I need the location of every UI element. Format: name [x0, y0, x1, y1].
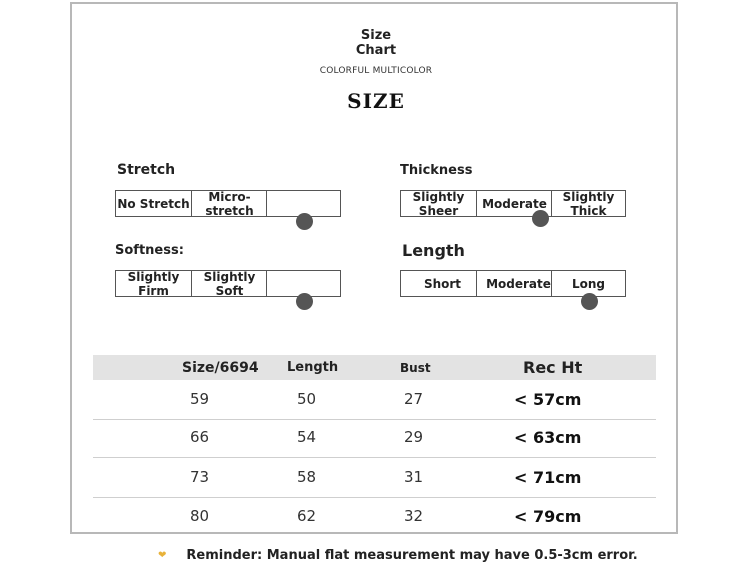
thickness-option-2: Moderate	[482, 196, 547, 211]
length-option-3: Long	[571, 276, 606, 291]
cell-bust: 31	[404, 468, 424, 486]
reminder-note	[158, 548, 638, 563]
stretch-option-1: No Stretch	[117, 196, 190, 211]
cell-size: 66	[190, 428, 210, 446]
length-option-2: Moderate	[486, 276, 551, 291]
chart-subtitle: COLORFUL MULTICOLOR	[319, 66, 433, 76]
cell-bust: 32	[404, 507, 424, 525]
cell-length: 62	[297, 507, 317, 525]
table-header	[93, 355, 656, 380]
thickness-option-3: Slightly Thick	[562, 189, 615, 218]
cell-rec-ht: < 79cm	[514, 506, 582, 526]
cell-size: 80	[190, 507, 210, 525]
cell-rec-ht: < 63cm	[514, 427, 582, 447]
header-length: Length	[287, 360, 339, 375]
table-row	[93, 380, 656, 420]
softness-option-1: Slightly Firm	[127, 269, 180, 298]
stretch-title: Stretch	[117, 162, 176, 178]
softness-title: Softness:	[115, 243, 184, 258]
stretch-indicator	[296, 213, 313, 230]
softness-indicator	[296, 293, 313, 310]
stretch-option-2: Micro-stretch	[205, 189, 254, 218]
thickness-option-1: Slightly Sheer	[412, 189, 465, 218]
cell-length: 50	[297, 390, 317, 408]
cell-length: 58	[297, 468, 317, 486]
thickness-scale	[400, 190, 626, 217]
size-logo: SIZE	[347, 89, 405, 113]
header-size: Size/6694	[182, 359, 259, 376]
thickness-indicator	[532, 210, 549, 227]
heart-icon: ❤	[158, 550, 167, 561]
length-title: Length	[402, 241, 465, 260]
cell-bust: 29	[404, 428, 424, 446]
chart-title-line2: Chart	[355, 43, 397, 58]
table-row	[93, 458, 656, 498]
softness-option-2: Slightly Soft	[203, 269, 256, 298]
table-row	[93, 418, 656, 458]
length-indicator	[581, 293, 598, 310]
thickness-title: Thickness	[400, 163, 473, 178]
cell-rec-ht: < 71cm	[514, 467, 582, 487]
table-row	[93, 497, 656, 537]
cell-size: 73	[190, 468, 210, 486]
header-bust: Bust	[400, 360, 431, 375]
cell-length: 54	[297, 428, 317, 446]
header-rec-ht: Rec Ht	[523, 358, 583, 377]
cell-size: 59	[190, 390, 210, 408]
cell-rec-ht: < 57cm	[514, 389, 582, 409]
cell-bust: 27	[404, 390, 424, 408]
chart-title-line1: Size	[360, 28, 392, 43]
reminder-text: Reminder: Manual flat measurement may have 0.5-3cm error.	[186, 548, 638, 563]
length-option-1: Short	[423, 276, 462, 291]
chart-title	[0, 28, 752, 58]
